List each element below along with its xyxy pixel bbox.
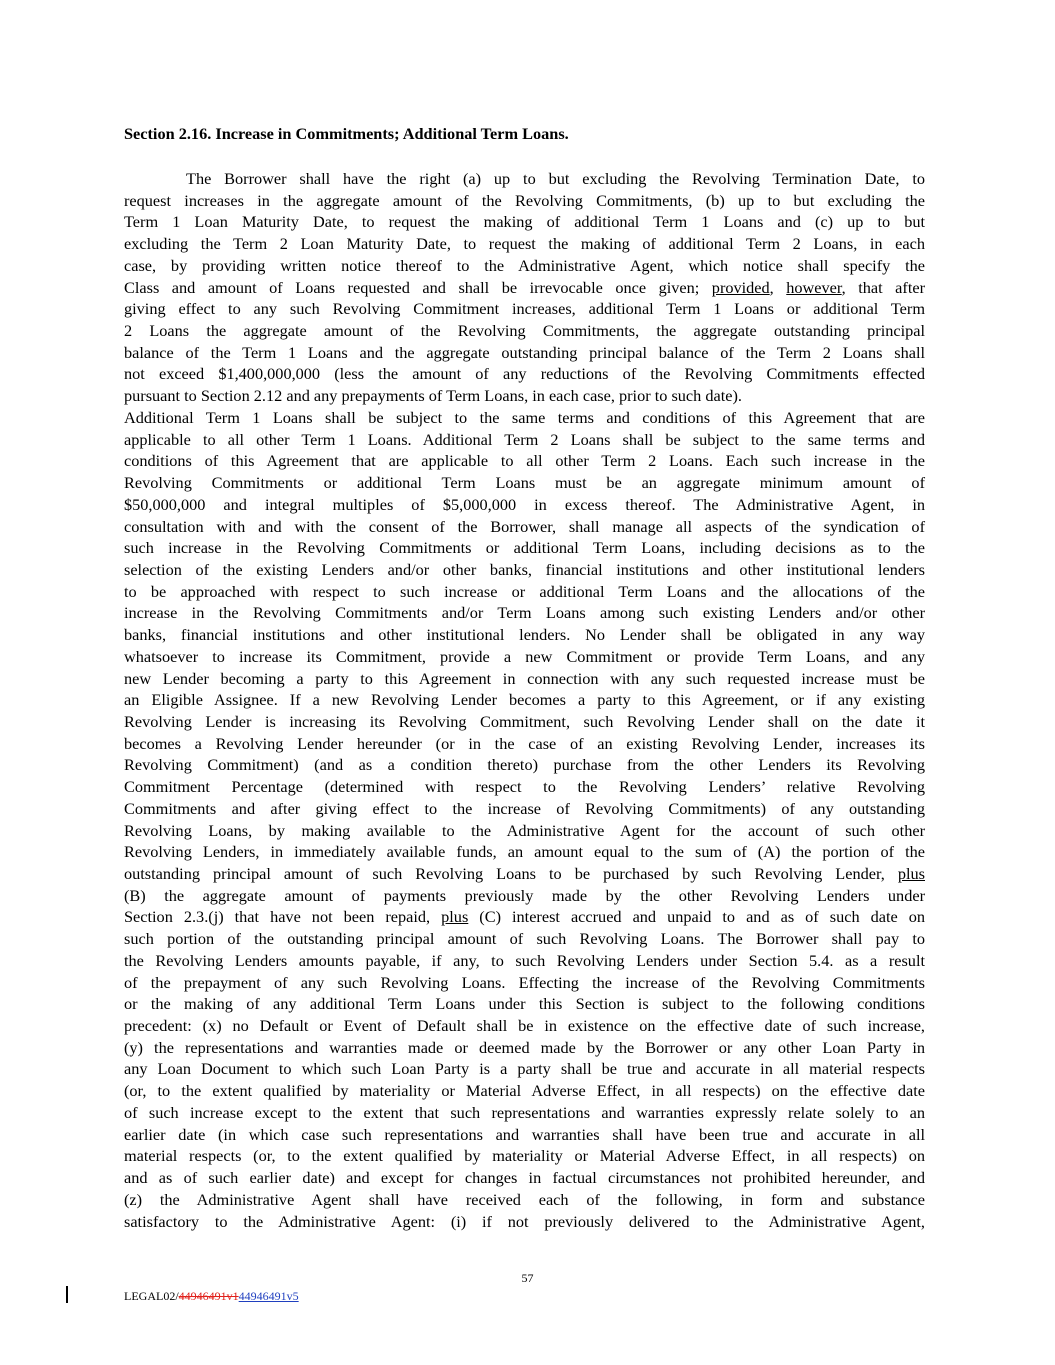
text-line bbox=[124, 820, 925, 842]
text-line bbox=[124, 211, 925, 233]
text-line bbox=[124, 429, 925, 451]
text-line bbox=[124, 928, 925, 950]
text-line bbox=[124, 385, 925, 407]
text-line bbox=[124, 906, 925, 928]
text-segment: excluding the Term 2 Loan Maturity Date, to request the making of additional Term 2 Loans, in each bbox=[124, 234, 925, 254]
text-line bbox=[124, 516, 925, 538]
defined-term: however bbox=[786, 277, 842, 297]
text-line bbox=[124, 581, 925, 603]
text-line bbox=[124, 342, 925, 364]
text-line bbox=[124, 646, 925, 668]
text-line bbox=[124, 885, 925, 907]
text-line bbox=[124, 1145, 925, 1167]
text-segment: new Lender becoming a party to this Agreement in connection with any such requested increase must be bbox=[124, 668, 925, 688]
text-line bbox=[124, 277, 925, 299]
text-segment: (y) the representations and warranties made or deemed made by the Borrower or any other Loan Party in bbox=[124, 1037, 925, 1057]
text-segment: , that after bbox=[841, 277, 926, 297]
text-segment: applicable to all other Term 1 Loans. Additional Term 2 Loans shall be subject to the same terms and bbox=[124, 429, 925, 449]
text-segment: or the making of any additional Term Loans under this Section is subject to the following conditions bbox=[124, 994, 925, 1014]
text-segment: giving effect to any such Revolving Commitment increases, additional Term 1 Loans or additional Term bbox=[124, 299, 925, 319]
text-line bbox=[124, 841, 925, 863]
text-segment: such increase in the Revolving Commitments or additional Term Loans, including decisions as to the bbox=[124, 538, 925, 558]
text-line bbox=[124, 754, 925, 776]
text-segment: Revolving Commitments or additional Term Loans must be an aggregate minimum amount of bbox=[124, 473, 925, 493]
defined-term: plus bbox=[897, 864, 925, 883]
text-line bbox=[124, 255, 925, 277]
text-line bbox=[124, 298, 925, 320]
text-segment: (or, to the extent qualified by materiality or Material Adverse Effect, in all respects) on the effective date bbox=[124, 1081, 925, 1101]
text-line bbox=[124, 233, 925, 255]
text-line bbox=[124, 993, 925, 1015]
footer-inserted-version: 44946491v5 bbox=[238, 1289, 299, 1303]
text-line bbox=[124, 950, 925, 972]
change-bar bbox=[66, 1286, 68, 1303]
section-heading: Section 2.16. Increase in Commitments; Additional Term Loans. bbox=[124, 124, 569, 143]
text-line bbox=[124, 494, 925, 516]
text-segment: , bbox=[769, 277, 787, 297]
body-paragraph bbox=[124, 168, 925, 1232]
text-segment: and as of such earlier date) and except for changes in factual circumstances not prohibited hereunder, and bbox=[124, 1168, 925, 1188]
text-line bbox=[124, 190, 925, 212]
text-line bbox=[124, 1189, 925, 1211]
text-line bbox=[124, 1102, 925, 1124]
text-line bbox=[124, 776, 925, 798]
text-segment: Class and amount of Loans requested and shall be irrevocable once given; bbox=[124, 277, 712, 297]
text-segment: satisfactory to the Administrative Agent: (i) if not previously delivered to the Administrative Agent, bbox=[124, 1211, 925, 1231]
text-segment: request increases in the aggregate amount of the Revolving Commitments, (b) up to but excluding the bbox=[124, 190, 925, 210]
text-line bbox=[124, 1124, 925, 1146]
text-segment: earlier date (in which case such representations and warranties shall have been true and accurate in all bbox=[124, 1124, 925, 1144]
text-segment: not exceed $1,400,000,000 (less the amount of any reductions of the Revolving Commitments effected bbox=[124, 364, 925, 384]
text-line bbox=[124, 1015, 925, 1037]
text-segment: (C) interest accrued and unpaid to and as of such date on bbox=[468, 907, 926, 927]
text-line bbox=[124, 1058, 925, 1080]
text-segment: the Revolving Lenders amounts payable, if any, to such Revolving Lenders under Section 5.4. as a result bbox=[124, 950, 925, 970]
text-segment: whatsoever to increase its Commitment, provide a new Commitment or provide Term Loans, and any bbox=[124, 646, 925, 666]
text-line bbox=[124, 972, 925, 994]
text-segment: Term 1 Loan Maturity Date, to request the making of additional Term 1 Loans and (c) up to but bbox=[124, 212, 925, 232]
text-line bbox=[124, 537, 925, 559]
text-segment: Revolving Commitment) (and as a condition thereto) purchase from the other Lenders its Revolving bbox=[124, 755, 925, 775]
text-segment: such portion of the outstanding principal amount of such Revolving Loans. The Borrower shall pay to bbox=[124, 929, 925, 949]
text-line bbox=[124, 1211, 925, 1233]
text-line bbox=[124, 624, 925, 646]
text-segment: becomes a Revolving Lender hereunder (or in the case of an existing Revolving Lender, increases its bbox=[124, 733, 925, 753]
text-line bbox=[124, 1037, 925, 1059]
text-segment: outstanding principal amount of such Revolving Loans to be purchased by such Revolving Lender, bbox=[124, 864, 898, 883]
text-segment: case, by providing written notice thereof to the Administrative Agent, which notice shall specify the bbox=[124, 255, 925, 275]
text-segment: Commitment Percentage (determined with respect to the Revolving Lenders’ relative Revolving bbox=[124, 777, 925, 797]
text-line bbox=[124, 407, 925, 429]
text-segment: Revolving Lenders, in immediately available funds, an amount equal to the sum of (A) the portion of the bbox=[124, 842, 925, 862]
text-line bbox=[124, 450, 925, 472]
text-segment: (B) the aggregate amount of payments previously made by the other Revolving Lenders under bbox=[124, 885, 925, 905]
text-line bbox=[124, 363, 925, 385]
text-line bbox=[124, 668, 925, 690]
text-segment: of the prepayment of any such Revolving Loans. Effecting the increase of the Revolving Commitments bbox=[124, 972, 925, 992]
text-segment: selection of the existing Lenders and/or other banks, financial institutions and other institutional lenders bbox=[124, 559, 925, 579]
text-segment: to be approached with respect to such increase or additional Term Loans and the allocations of the bbox=[124, 581, 925, 601]
text-segment: Revolving Loans, by making available to the Administrative Agent for the account of such other bbox=[124, 820, 925, 840]
text-line bbox=[124, 559, 925, 581]
text-segment: consultation with and with the consent of the Borrower, shall manage all aspects of the syndication of bbox=[124, 516, 925, 536]
defined-term: provided bbox=[711, 277, 770, 297]
footer-prefix: LEGAL02/ bbox=[124, 1289, 179, 1303]
text-segment: Commitments and after giving effect to the increase of Revolving Commitments) of any outstanding bbox=[124, 798, 925, 818]
text-segment: increase in the Revolving Commitments and/or Term Loans among such existing Lenders and/or other bbox=[124, 603, 925, 623]
text-line bbox=[124, 168, 925, 190]
text-line bbox=[124, 733, 925, 755]
text-segment: Section 2.3.(j) that have not been repaid, bbox=[124, 907, 442, 927]
defined-term: plus bbox=[441, 907, 469, 927]
text-line bbox=[124, 689, 925, 711]
text-line bbox=[124, 711, 925, 733]
text-segment: an Eligible Assignee. If a new Revolving Lender becomes a party to this Agreement, or if any existing bbox=[124, 690, 925, 710]
text-line bbox=[124, 1080, 925, 1102]
text-line bbox=[124, 320, 925, 342]
text-segment: 2 Loans the aggregate amount of the Revolving Commitments, the aggregate outstanding principal bbox=[124, 321, 925, 341]
text-segment: Additional Term 1 Loans shall be subject to the same terms and conditions of this Agreement that are bbox=[124, 407, 925, 427]
text-line bbox=[124, 863, 925, 885]
text-line bbox=[124, 1167, 925, 1189]
text-segment: of such increase except to the extent that such representations and warranties expressly relate solely to an bbox=[124, 1102, 925, 1122]
text-segment: (z) the Administrative Agent shall have received each of the following, in form and substance bbox=[124, 1189, 925, 1209]
text-segment: $50,000,000 and integral multiples of $5,000,000 in excess thereof. The Administrative Agent, in bbox=[124, 494, 925, 514]
text-segment: conditions of this Agreement that are applicable to all other Term 2 Loans. Each such increase in the bbox=[124, 451, 925, 471]
text-segment: pursuant to Section 2.12 and any prepayments of Term Loans, in each case, prior to such date). bbox=[124, 386, 742, 406]
text-line bbox=[124, 472, 925, 494]
text-segment: precedent: (x) no Default or Event of Default shall be in existence on the effective date of such increase, bbox=[124, 1016, 925, 1036]
text-segment: The Borrower shall have the right (a) up to but excluding the Revolving Termination Date, to bbox=[186, 169, 925, 188]
text-segment: any Loan Document to which such Loan Party is a party shall be true and accurate in all material respects bbox=[124, 1059, 925, 1079]
text-segment: banks, financial institutions and other institutional lenders. No Lender shall be obligated in any way bbox=[124, 625, 925, 645]
text-line bbox=[124, 602, 925, 624]
footer-document-id bbox=[124, 1289, 299, 1304]
text-segment: balance of the Term 1 Loans and the aggregate outstanding principal balance of the Term 2 Loans shall bbox=[124, 342, 925, 362]
page-number: 57 bbox=[521, 1271, 534, 1285]
footer-deleted-version: 44946491v1 bbox=[178, 1289, 239, 1303]
text-line bbox=[124, 798, 925, 820]
text-segment: Revolving Lender is increasing its Revolving Commitment, such Revolving Lender shall on the date it bbox=[124, 711, 925, 731]
text-segment: material respects (or, to the extent qualified by materiality or Material Adverse Effect, in all respects) on bbox=[124, 1146, 925, 1166]
